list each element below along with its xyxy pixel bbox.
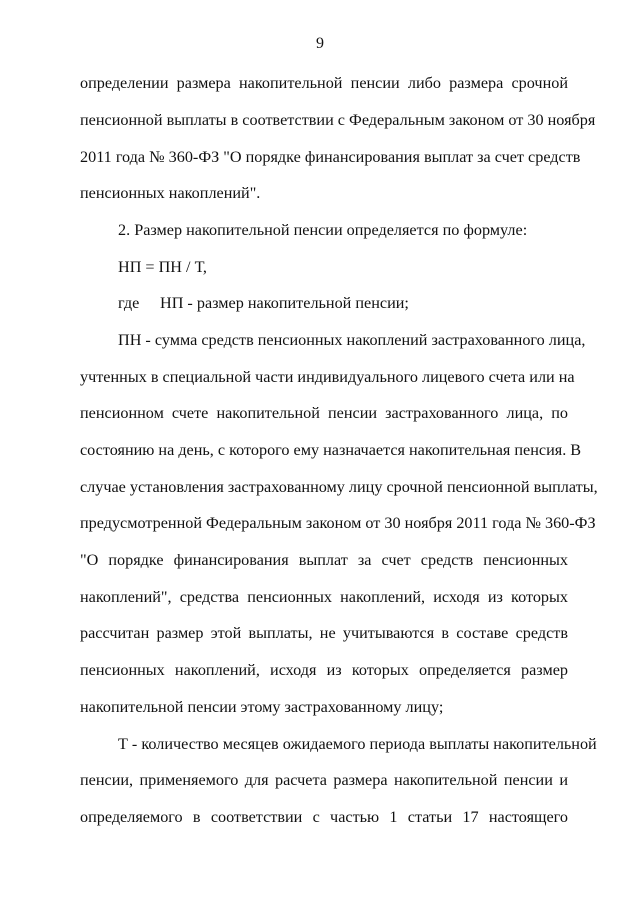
text-line: предусмотренной Федеральным законом от 30 ноября 2011 года № 360-ФЗ [80, 514, 596, 532]
text-line: накоплений", средства пенсионных накоплений, исходя из которых [80, 588, 568, 606]
text-line: определении размера накопительной пенсии либо размера срочной [80, 74, 568, 92]
text-line: 2011 года № 360-ФЗ "О порядке финансирования выплат за счет средств [80, 148, 581, 166]
text-line: пенсионных накоплений, исходя из которых определяется размер [80, 661, 568, 679]
text-line: пенсионном счете накопительной пенсии застрахованного лица, по [80, 404, 568, 422]
text-line: учтенных в специальной части индивидуального лицевого счета или на [80, 368, 575, 386]
definition-np-text: НП - размер накопительной пенсии; [160, 294, 409, 312]
text-line: состоянию на день, с которого ему назначается накопительная пенсия. В [80, 441, 582, 459]
where-word: где [118, 294, 140, 312]
text-line: определяемого в соответствии с частью 1 статьи 17 настоящего [80, 808, 568, 826]
text-line: пенсионной выплаты в соответствии с Федеральным законом от 30 ноября [80, 111, 596, 129]
text-line: рассчитан размер этой выплаты, не учитываются в составе средств [80, 624, 568, 642]
text-line: накопительной пенсии этому застрахованному лицу; [80, 698, 444, 716]
text-line: "О порядке финансирования выплат за счет средств пенсионных [80, 551, 568, 569]
definition-t-start: Т - количество месяцев ожидаемого периода выплаты накопительной [118, 735, 597, 753]
page-number: 9 [316, 35, 324, 52]
paragraph-formula-intro: 2. Размер накопительной пенсии определяется по формуле: [118, 221, 528, 239]
text-line: пенсии, применяемого для расчета размера накопительной пенсии и [80, 771, 568, 789]
definition-np [118, 293, 568, 313]
definition-pn-start: ПН - сумма средств пенсионных накоплений застрахованного лица, [118, 331, 586, 349]
text-line: пенсионных накоплений". [80, 184, 261, 202]
text-line: случае установления застрахованному лицу срочной пенсионной выплаты, [80, 478, 598, 496]
formula: НП = ПН / Т, [118, 258, 207, 276]
